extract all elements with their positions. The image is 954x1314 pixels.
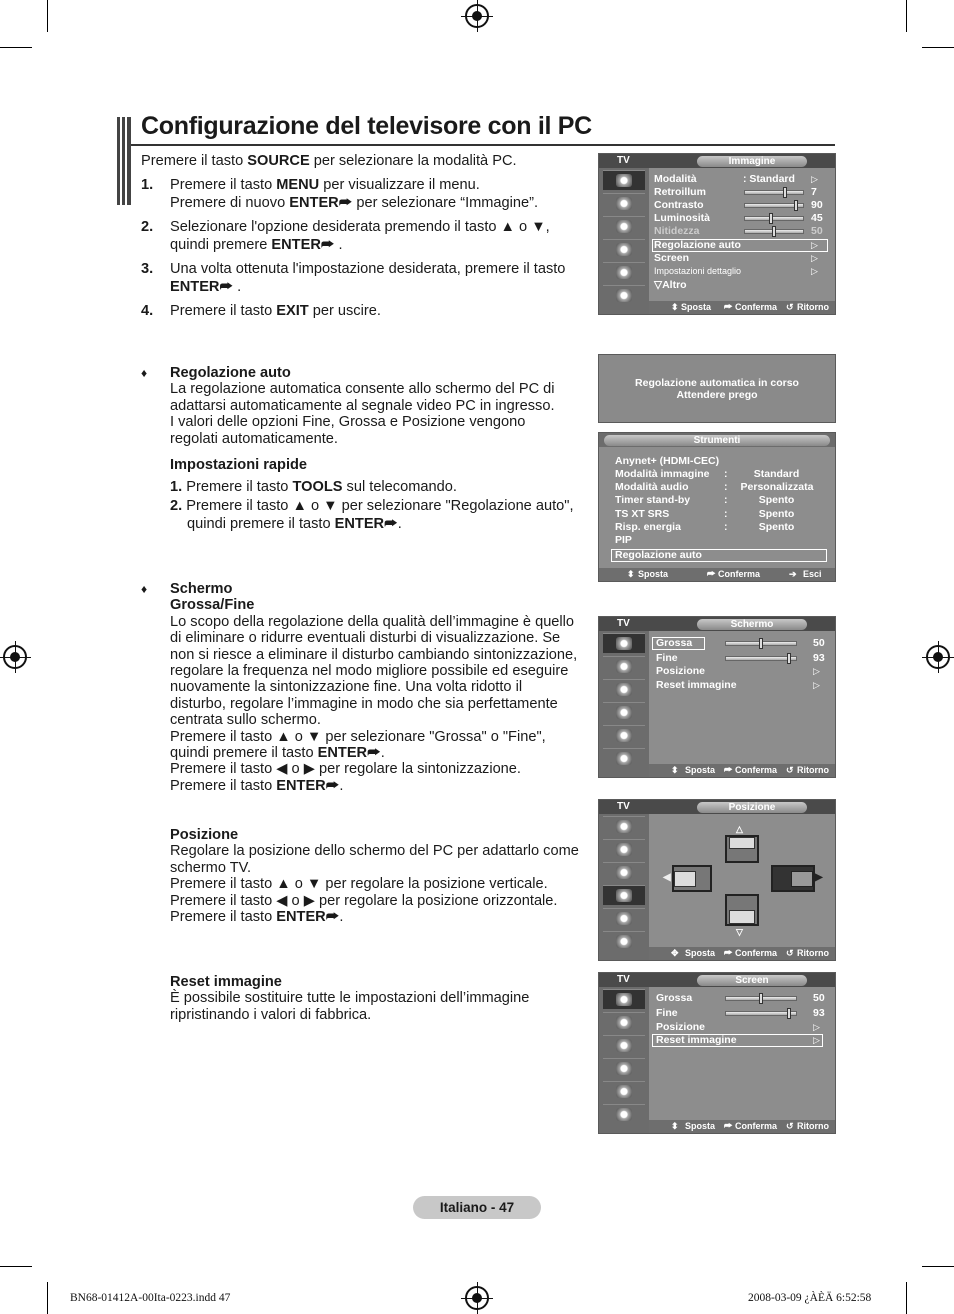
- tools-value: Spento: [758, 508, 795, 520]
- application-icon[interactable]: [603, 1104, 645, 1124]
- enter-icon: ⮫: [724, 1121, 733, 1131]
- arrow-right-icon: ▷: [811, 266, 818, 276]
- slider-knob[interactable]: [759, 638, 763, 649]
- enter-icon: ⮫: [219, 279, 234, 296]
- quick-step-1: 1. Premere il tasto TOOLS sul telecomando.: [170, 479, 457, 495]
- exit-icon: ➔: [789, 569, 797, 579]
- osd-title: Immagine: [697, 156, 807, 167]
- crop-mark: [906, 1282, 907, 1314]
- osd-sidebar: [599, 987, 649, 1133]
- channel-icon[interactable]: [603, 862, 645, 882]
- move-icon: ⬍: [671, 765, 679, 775]
- osd-tools-menu: [598, 432, 836, 582]
- message-line: Regolazione automatica in corso: [635, 377, 799, 389]
- timestamp-slug: 2008-03-09 ¿ÀÈÄ 6:52:58: [748, 1292, 872, 1304]
- step-number: 4.: [141, 303, 154, 319]
- osd-row-coarse[interactable]: Grossa: [656, 637, 693, 649]
- position-box-top: [725, 835, 759, 863]
- osd-value: : Standard: [743, 173, 795, 185]
- setup-icon[interactable]: [603, 702, 645, 722]
- registration-mark-icon: [926, 645, 950, 669]
- sound-icon[interactable]: [603, 839, 645, 859]
- osd-footer: ✥ Sposta ⮫ Conferma ↺ Ritorno: [649, 947, 835, 960]
- osd-sidebar: [599, 631, 649, 777]
- osd-tv-label: TV: [617, 618, 630, 629]
- channel-icon[interactable]: [603, 679, 645, 699]
- osd-value: 93: [813, 1007, 825, 1019]
- crop-mark: [47, 0, 48, 32]
- crop-mark: [47, 1282, 48, 1314]
- arrow-right-icon: ▷: [813, 1035, 820, 1045]
- application-icon[interactable]: [603, 285, 645, 305]
- osd-value: 7: [811, 186, 817, 198]
- enter-icon: ⮫: [367, 745, 381, 762]
- arrow-right-icon: ▷: [813, 1022, 820, 1032]
- osd-footer: ⬍ Sposta ⮫ Conferma ↺ Ritorno: [649, 764, 835, 777]
- slider-knob[interactable]: [794, 200, 798, 211]
- picture-icon[interactable]: [603, 989, 645, 1009]
- step-2-text: Selezionare l'opzione desiderata premendo il tasto ▲ o ▼, quindi premere ENTER⮫ .: [170, 219, 550, 254]
- arrow-right-icon: ▷: [811, 174, 818, 184]
- enter-icon: ⮫: [707, 569, 716, 579]
- osd-title: Posizione: [697, 802, 807, 813]
- position-box-right: [771, 865, 815, 892]
- crop-mark: [922, 47, 954, 48]
- message-line: Attendere prego: [676, 389, 758, 401]
- registration-mark-icon: [465, 1286, 489, 1310]
- osd-row-detail[interactable]: Impostazioni dettaglio: [654, 266, 742, 276]
- osd-row-coarse[interactable]: Grossa: [656, 992, 693, 1004]
- screen-section: Schermo Grossa/Fine Lo scopo della regolazione della qualità dell’immagine è quello di eliminare o ridurre eventuali disturbi di visualizzazione. Se non si riesce a eliminare il disturbo cambiando sintonizzazione, regolare la frequenza nel modo migliore possibile ed eseguire nuovamente la sintonizzazione fine. Una volta ridotto il disturbo, regolare l’immagine in modo che sia perfettamente centrata sullo schermo. Premere il tasto ▲ o ▼ per selezionare "Grossa" o "Fine", quindi premere il tasto ENTER⮫. Premere il tasto ◀ o ▶ per regolare la sintonizzazione. Premere il tasto ENTER⮫.: [170, 581, 578, 794]
- osd-row-contrast[interactable]: Contrasto: [654, 199, 704, 211]
- arrow-right-icon: ▷: [811, 240, 818, 250]
- osd-sidebar: [599, 168, 649, 314]
- osd-row-fine[interactable]: Fine: [656, 652, 678, 664]
- bullet-icon: ♦: [141, 366, 148, 380]
- osd-row-backlight[interactable]: Retroillum: [654, 186, 706, 198]
- slider-knob[interactable]: [759, 993, 763, 1004]
- application-icon[interactable]: [603, 931, 645, 951]
- osd-slider[interactable]: [725, 1011, 797, 1016]
- title-accent-bar: [117, 117, 131, 205]
- osd-value: 93: [813, 652, 825, 664]
- osd-row-more[interactable]: ▽Altro: [654, 279, 687, 291]
- osd-sidebar: [599, 814, 649, 960]
- osd-row-screen[interactable]: Screen: [654, 252, 690, 264]
- osd-position-menu: [598, 799, 836, 961]
- channel-icon[interactable]: [603, 216, 645, 236]
- enter-icon: ⮫: [724, 948, 733, 958]
- move-icon: ✥: [671, 948, 679, 958]
- quick-settings: Impostazioni rapide: [170, 457, 308, 473]
- sound-icon[interactable]: [603, 193, 645, 213]
- osd-screen-reset-menu: [598, 972, 836, 1134]
- slider-knob[interactable]: [772, 226, 776, 237]
- osd-value: 45: [811, 212, 823, 224]
- osd-slider[interactable]: [744, 190, 804, 195]
- arrow-right-icon: ▷: [811, 253, 818, 263]
- enter-icon: ⮫: [724, 302, 733, 312]
- return-icon: ↺: [786, 765, 794, 775]
- separator: :: [724, 494, 728, 506]
- osd-value: 50: [813, 992, 825, 1004]
- tools-row[interactable]: Regolazione auto: [615, 549, 702, 561]
- separator: :: [724, 481, 728, 493]
- tools-value: Spento: [758, 494, 795, 506]
- input-icon[interactable]: [603, 1081, 645, 1101]
- setup-icon[interactable]: [603, 885, 645, 905]
- move-icon: ⬍: [627, 569, 635, 579]
- osd-footer: ⬍ Sposta ⮫ Conferma ➔ Esci: [599, 568, 835, 581]
- osd-slider[interactable]: [725, 656, 797, 661]
- separator: :: [724, 508, 728, 520]
- intro-text: Premere il tasto SOURCE per selezionare la modalità PC.: [141, 153, 517, 169]
- channel-icon[interactable]: [603, 1035, 645, 1055]
- setup-icon[interactable]: [603, 1058, 645, 1078]
- osd-value: 90: [811, 199, 823, 211]
- page-title: Configurazione del televisore con il PC: [141, 112, 592, 140]
- slider-knob[interactable]: [787, 1008, 791, 1019]
- osd-title: Schermo: [697, 619, 807, 630]
- osd-row-reset[interactable]: Reset immagine: [656, 1034, 737, 1046]
- tools-row[interactable]: TS XT SRS: [615, 508, 670, 520]
- osd-row-reset[interactable]: Reset immagine: [656, 679, 737, 691]
- input-icon[interactable]: [603, 725, 645, 745]
- move-icon: ⬍: [671, 302, 679, 312]
- crop-mark: [922, 1266, 954, 1267]
- move-icon: ⬍: [671, 1121, 679, 1131]
- position-section: Posizione Regolare la posizione dello schermo del PC per adattarlo come schermo TV. Premere il tasto ▲ o ▼ per regolare la posizione verticale. Premere il tasto ◀ o ▶ per regolare la posizione orizzontale. Premere il tasto ENTER⮫.: [170, 827, 579, 926]
- tools-row[interactable]: Anynet+ (HDMI-CEC): [615, 455, 720, 467]
- enter-icon: ⮫: [724, 765, 733, 775]
- osd-footer: ⬍ Sposta ⮫ Conferma ↺ Ritorno: [649, 1120, 835, 1133]
- picture-icon[interactable]: [603, 170, 645, 190]
- slider-knob[interactable]: [787, 653, 791, 664]
- tools-row[interactable]: Risp. energia: [615, 521, 681, 533]
- separator: :: [724, 521, 728, 533]
- arrow-up-icon[interactable]: △: [736, 824, 743, 834]
- step-4-text: Premere il tasto EXIT per uscire.: [170, 303, 381, 319]
- setup-icon[interactable]: [603, 239, 645, 259]
- return-icon: ↺: [786, 948, 794, 958]
- osd-picture-menu: [598, 153, 836, 315]
- tools-value: Spento: [758, 521, 795, 533]
- osd-row-brightness[interactable]: Luminosità: [654, 212, 711, 224]
- osd-slider[interactable]: [744, 229, 804, 234]
- osd-screen-menu: [598, 616, 836, 778]
- arrow-right-icon: ▷: [813, 666, 820, 676]
- quick-step-2: 2. Premere il tasto ▲ o ▼ per selezionare "Regolazione auto", quindi premere il tasto ENTER⮫.: [170, 498, 574, 533]
- arrow-left-icon[interactable]: ◀: [663, 872, 671, 883]
- osd-title: Strumenti: [604, 435, 830, 446]
- osd-row-sharpness[interactable]: Nitidezza: [654, 225, 700, 237]
- tools-row[interactable]: Modalità audio: [615, 481, 689, 493]
- tools-row[interactable]: PIP: [615, 534, 632, 546]
- arrow-down-icon[interactable]: ▽: [736, 927, 743, 937]
- sound-icon[interactable]: [603, 1012, 645, 1032]
- tools-row[interactable]: Timer stand-by: [615, 494, 691, 506]
- osd-row-fine[interactable]: Fine: [656, 1007, 678, 1019]
- osd-value: 50: [813, 637, 825, 649]
- sound-icon[interactable]: [603, 656, 645, 676]
- osd-footer: ⬍ Sposta ⮫ Conferma ↺ Ritorno: [649, 301, 835, 314]
- step-number: 3.: [141, 261, 154, 277]
- slider-knob[interactable]: [783, 187, 787, 198]
- osd-auto-adjust-message: [598, 354, 836, 423]
- input-icon[interactable]: [603, 908, 645, 928]
- arrow-right-icon[interactable]: ▶: [815, 872, 823, 883]
- enter-icon: ⮫: [384, 516, 398, 533]
- registration-mark-icon: [3, 645, 27, 669]
- separator: :: [724, 468, 728, 480]
- picture-icon[interactable]: [603, 816, 645, 836]
- osd-slider[interactable]: [744, 203, 804, 208]
- bullet-icon: ♦: [141, 582, 148, 596]
- application-icon[interactable]: [603, 748, 645, 768]
- osd-tv-label: TV: [617, 801, 630, 812]
- osd-row-position[interactable]: Posizione: [656, 1021, 706, 1033]
- osd-slider[interactable]: [725, 641, 797, 646]
- osd-slider[interactable]: [725, 996, 797, 1001]
- crop-mark: [0, 1266, 32, 1267]
- position-box-bottom: [725, 894, 759, 926]
- osd-row-mode[interactable]: Modalità: [654, 173, 697, 185]
- crop-mark: [906, 0, 907, 32]
- reset-section: Reset immagine È possibile sostituire tutte le impostazioni dell’immagine ripristinando i valori di fabbrica.: [170, 974, 530, 1023]
- tools-value: Personalizzata: [740, 481, 814, 493]
- tools-value: Standard: [753, 468, 800, 480]
- crop-mark: [0, 47, 32, 48]
- input-icon[interactable]: [603, 262, 645, 282]
- tools-row[interactable]: Modalità immagine: [615, 468, 710, 480]
- title-underline: [131, 144, 835, 146]
- osd-row-auto-adjust[interactable]: Regolazione auto: [654, 239, 741, 251]
- step-number: 1.: [141, 177, 154, 193]
- osd-row-position[interactable]: Posizione: [656, 665, 706, 677]
- osd-slider[interactable]: [744, 216, 804, 221]
- osd-value: 50: [811, 225, 823, 237]
- picture-icon[interactable]: [603, 633, 645, 653]
- page-number-badge: Italiano - 47: [413, 1196, 541, 1219]
- osd-tv-label: TV: [617, 974, 630, 985]
- step-3-text: Una volta ottenuta l'impostazione desiderata, premere il tasto ENTER⮫ .: [170, 261, 566, 296]
- osd-tv-label: TV: [617, 155, 630, 166]
- registration-mark-icon: [465, 4, 489, 28]
- step-1-text: Premere il tasto MENU per visualizzare il menu. Premere di nuovo ENTER⮫ per selezionare “Immagine”.: [170, 177, 539, 212]
- arrow-right-icon: ▷: [813, 680, 820, 690]
- enter-icon: ⮫: [325, 777, 340, 794]
- auto-section: Regolazione auto La regolazione automatica consente allo schermo del PC di adattarsi automaticamente al segnale video PC in ingresso. I valori delle opzioni Fine, Grossa e Posizione vengono regolati automaticamente.: [170, 365, 555, 447]
- slider-knob[interactable]: [769, 213, 773, 224]
- osd-title: Screen: [697, 975, 807, 986]
- enter-icon: ⮫: [320, 237, 335, 254]
- file-slug: BN68-01412A-00Ita-0223.indd 47: [70, 1292, 231, 1304]
- enter-icon: ⮫: [325, 909, 340, 926]
- enter-icon: ⮫: [338, 195, 353, 212]
- step-number: 2.: [141, 219, 154, 235]
- position-box-left: [672, 865, 712, 892]
- return-icon: ↺: [786, 1121, 794, 1131]
- return-icon: ↺: [786, 302, 794, 312]
